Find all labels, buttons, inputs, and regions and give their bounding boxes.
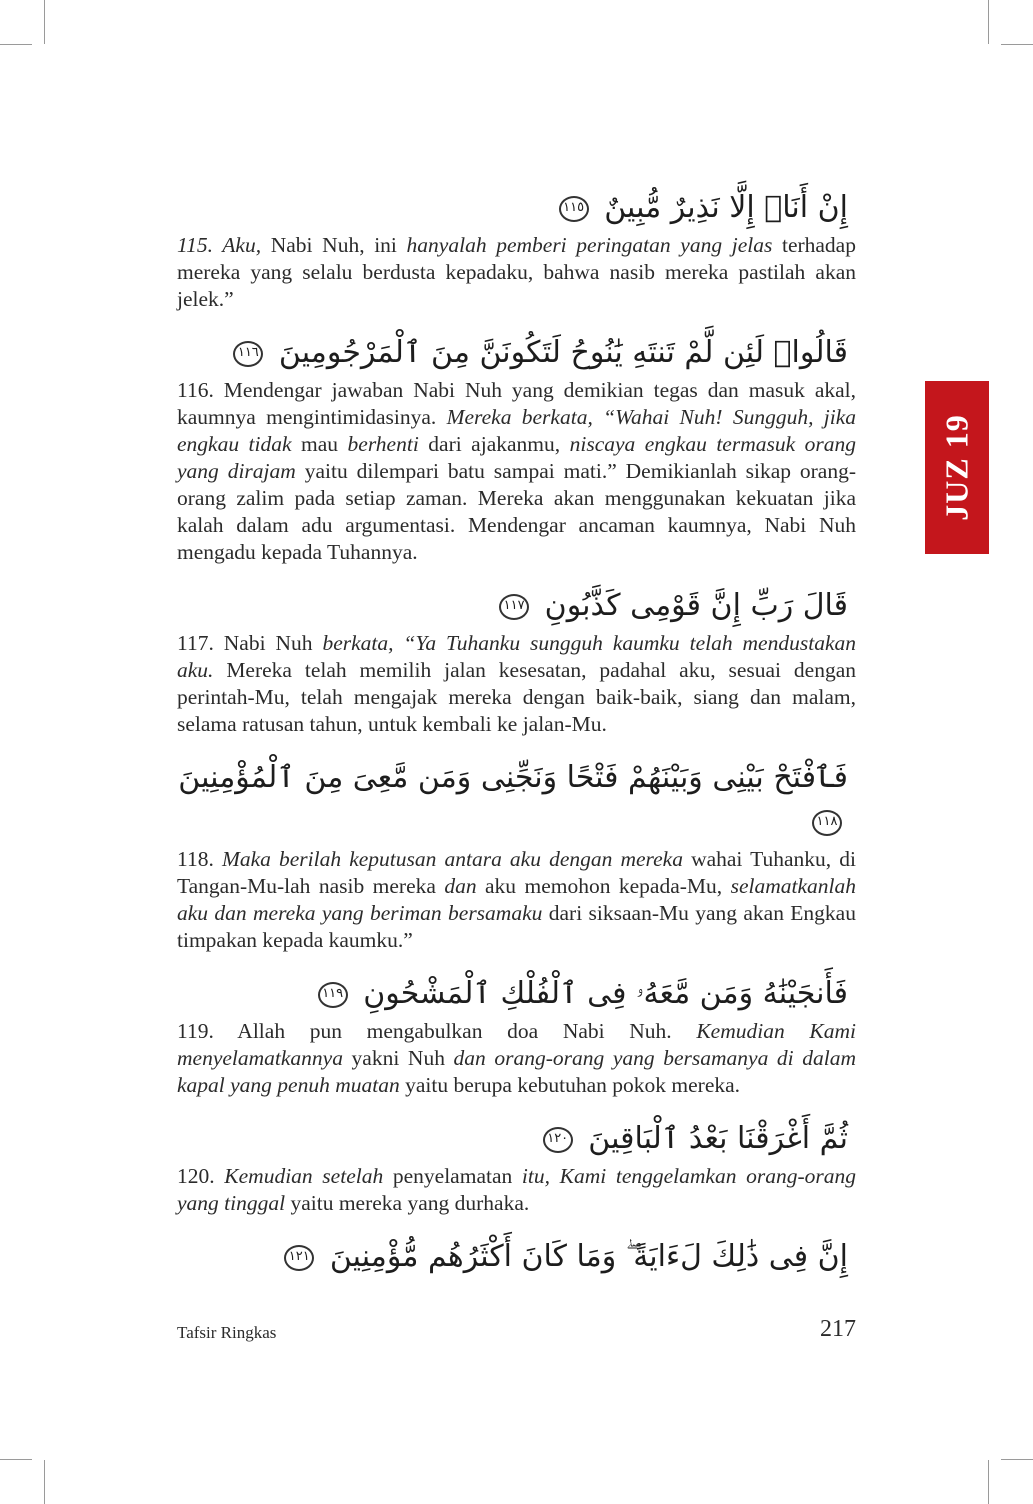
translation-segment: 115. Aku, [177,233,262,257]
arabic-verse [177,1117,856,1161]
translation-segment: 117. Nabi Nuh [177,631,323,655]
juz-label: JUZ 19 [938,414,975,521]
ayah-number-marker: ١١٥ [559,196,589,222]
page-number: 217 [820,1316,856,1342]
translation-segment: hanyalah pemberi peringatan yang jelas [406,233,773,257]
translation-segment: mau [291,432,348,456]
ayah-number-marker: ١١٦ [233,341,263,367]
crop-mark [0,1459,32,1460]
translation-segment: 118. [177,847,222,871]
arabic-verse [177,331,856,375]
ayah-number-marker: ١٢١ [284,1245,314,1271]
ayah-number-marker: ١١٩ [318,982,348,1008]
translation-segment: dan [444,874,477,898]
translation-segment: Kemudian setelah [224,1164,384,1188]
book-title: Tafsir Ringkas [177,1323,277,1342]
translation-segment: yaitu dilempari batu sampai mati.” Demikianlah sikap orang-orang zalim pada setiap zaman. Mereka akan menggunakan kekuatan jika kalah dalam adu argumentasi. Mendengar ancaman kaumnya, Nabi Nuh mengadu kepada Tuhannya. [177,459,857,564]
arabic-verse [177,756,856,844]
juz-tab [925,381,989,554]
arabic-text: قَالَ رَبِّ إِنَّ قَوْمِى كَذَّبُونِ [544,588,848,623]
translation-paragraph [177,377,856,566]
arabic-text: ثُمَّ أَغْرَقْنَا بَعْدُ ٱلْبَاقِينَ [588,1121,848,1156]
crop-mark [1001,44,1033,45]
translation-paragraph [177,630,856,738]
arabic-verse [177,584,856,628]
translation-paragraph [177,1018,856,1099]
crop-mark [0,44,32,45]
arabic-text: قَالُوا۟ لَئِن لَّمْ تَنتَهِ يَٰنُوحُ لَتَكُونَنَّ مِنَ ٱلْمَرْجُومِينَ [278,335,848,370]
crop-mark [44,0,45,44]
translation-paragraph [177,232,856,313]
translation-segment: 116. Mendengar jawaban Nabi Nuh yang demikian tegas dan masuk akal, kaumnya mengintimidasinya. [177,378,856,429]
arabic-verse [177,972,856,1016]
crop-mark [988,1460,989,1504]
translation-segment: penyelamatan [383,1164,522,1188]
arabic-text: إِنْ أَنَا۠ إِلَّا نَذِيرٌ مُّبِينٌ [604,190,848,225]
translation-segment: yaitu berupa kebutuhan pokok mereka. [399,1073,741,1097]
translation-segment: berhenti [347,432,419,456]
translation-segment: dari ajakanmu, [418,432,570,456]
translation-segment: Nabi Nuh, ini [261,233,407,257]
translation-segment: dari siksaan-Mu yang akan Engkau timpakan kepada kaumku.” [177,901,856,952]
translation-segment: 119. Allah pun mengabulkan doa Nabi Nuh. [177,1019,697,1043]
translation-segment: berkata, “Ya Tuhanku sungguh kaumku telah mendustakan aku. [177,631,856,682]
arabic-text: فَأَنجَيْنَٰهُ وَمَن مَّعَهُۥ فِى ٱلْفُلْكِ ٱلْمَشْحُونِ [363,976,848,1011]
arabic-verse [177,186,856,230]
ayah-number-marker: ١٢٠ [543,1127,573,1153]
page-content [177,186,856,1281]
translation-segment: Mereka telah memilih jalan kesesatan, padahal aku, sesuai dengan perintah-Mu, telah mengajak mereka dengan baik-baik, siang dan malam, selama ratusan tahun, untuk kembali ke jalan-Mu. [177,658,856,736]
arabic-text: إِنَّ فِى ذَٰلِكَ لَءَايَةً ۖ وَمَا كَانَ أَكْثَرُهُم مُّؤْمِنِينَ [329,1239,848,1274]
translation-segment: Mereka berkata, “Wahai Nuh! Sungguh, jika engkau tidak [177,405,857,456]
translation-segment: wahai Tuhanku, di Tangan-Mu-lah nasib mereka [177,847,857,898]
ayah-number-marker: ١١٨ [812,810,842,836]
ayah-number-marker: ١١٧ [499,594,529,620]
translation-segment: dan orang-orang yang bersamanya di dalam kapal yang penuh muatan [177,1046,856,1097]
arabic-text: فَٱفْتَحْ بَيْنِى وَبَيْنَهُمْ فَتْحًا وَنَجِّنِى وَمَن مَّعِىَ مِنَ ٱلْمُؤْمِنِينَ [178,760,848,795]
translation-paragraph [177,846,856,954]
translation-segment: Kemudian Kami menyelamatkannya [177,1019,856,1070]
crop-mark [44,1460,45,1504]
crop-mark [988,0,989,44]
translation-segment: aku memohon kepada-Mu, [476,874,731,898]
translation-segment: yaitu mereka yang durhaka. [285,1191,530,1215]
translation-segment: selamatkanlah aku dan mereka yang beriman bersamaku [177,874,856,925]
arabic-verse [177,1235,856,1279]
crop-mark [1001,1459,1033,1460]
translation-segment: yakni Nuh [342,1046,454,1070]
translation-paragraph [177,1163,856,1217]
translation-segment: terhadap mereka yang selalu berdusta kepadaku, bahwa nasib mereka pastilah akan jelek.” [177,233,856,311]
translation-segment: itu, Kami tenggelamkan orang-orang yang tinggal [177,1164,856,1215]
translation-segment: Maka berilah keputusan antara aku dengan mereka [221,847,683,871]
translation-segment: niscaya engkau termasuk orang yang dirajam [177,432,856,483]
translation-segment: 120. [177,1164,225,1188]
